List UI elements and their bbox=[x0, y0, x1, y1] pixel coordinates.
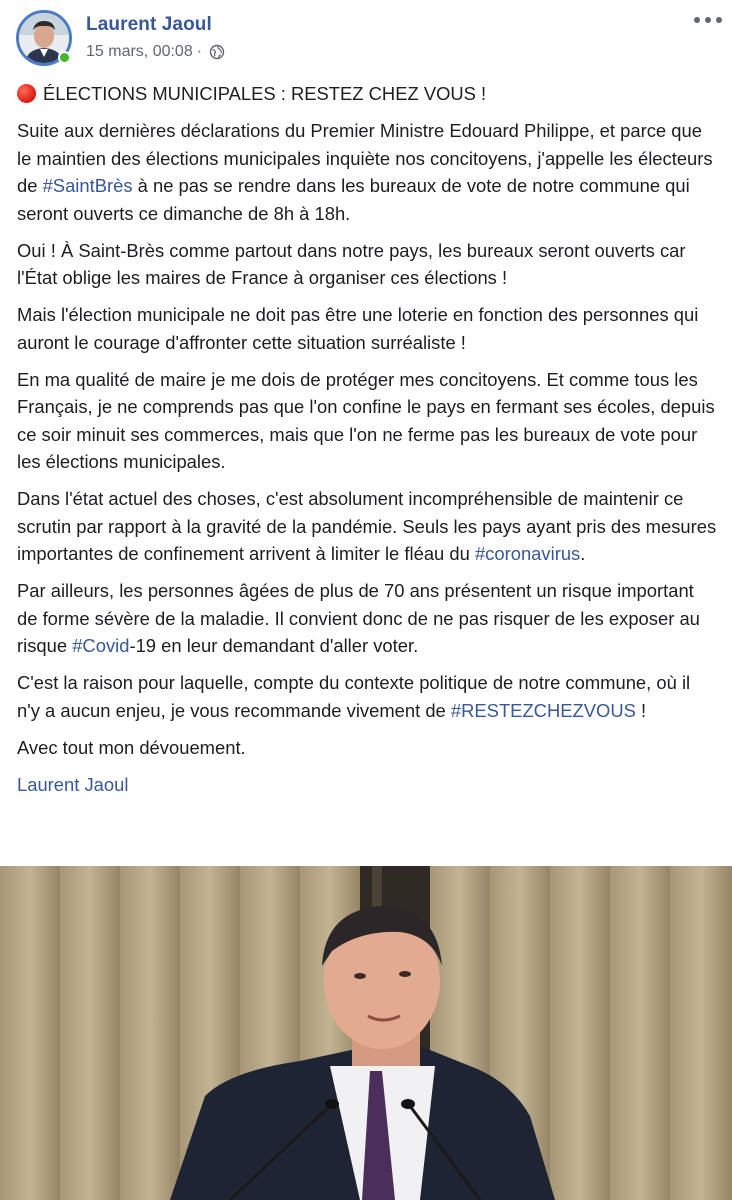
paragraph-text: Suite aux dernières déclarations du Premier Ministre Edouard Philippe, et parce que le maintien des élections municipales inquiète nos concitoyens, j'appelle les électeurs de bbox=[17, 120, 713, 196]
globe-icon[interactable] bbox=[209, 44, 225, 60]
post-headline bbox=[17, 80, 717, 108]
paragraph-8: Avec tout mon dévouement. bbox=[17, 736, 246, 758]
paragraph-2: Oui ! À Saint-Brès comme partout dans notre pays, les bureaux seront ouverts car l'État oblige les maires de France à organiser ces élections ! bbox=[17, 239, 686, 288]
paragraph-text: -19 en leur demandant d'aller voter. bbox=[129, 635, 419, 656]
paragraph-text: ! bbox=[635, 699, 647, 721]
post-photo[interactable] bbox=[0, 866, 732, 1200]
paragraph-6 bbox=[17, 577, 717, 660]
post-meta bbox=[86, 43, 225, 61]
paragraph-1 bbox=[17, 117, 717, 227]
paragraph-7 bbox=[17, 669, 717, 724]
paragraph-text: C'est la raison pour laquelle, compte du contexte politique de notre commune, où il n'y a aucun enjeu, je vous recommande vivement de bbox=[17, 672, 691, 721]
paragraph-text: Par ailleurs, les personnes âgées de plus de 70 ans présentent un risque important de forme sévère de la maladie. Il convient donc de ne pas risquer de les exposer au risque bbox=[17, 580, 700, 656]
online-status-dot bbox=[58, 51, 71, 64]
paragraph-4: En ma qualité de maire je me dois de protéger mes concitoyens. Et comme tous les Français, je ne comprends pas que l'on confine le pays en fermant ses écoles, depuis ce soir minuit ses commerces, mais que l'on ne ferme pas les bureaux de vote pour les élections municipales. bbox=[17, 368, 715, 472]
post-header bbox=[0, 0, 732, 72]
hashtag-link[interactable]: #SaintBrès bbox=[42, 175, 133, 196]
paragraph-3: Mais l'élection municipale ne doit pas être une loterie en fonction des personnes qui auront le courage d'affronter cette situation surréaliste ! bbox=[17, 304, 699, 353]
paragraph-text: Dans l'état actuel des choses, c'est absolument incompréhensible de maintenir ce scrutin par rapport à la gravité de la pandémie. Seuls les pays ayant pris des mesures importantes de confinement arrivent à limiter le fléau du bbox=[17, 488, 717, 564]
paragraph-text: . bbox=[580, 543, 586, 564]
red-circle-icon bbox=[17, 84, 36, 103]
post-body bbox=[17, 80, 717, 808]
headline-text: ÉLECTIONS MUNICIPALES : RESTEZ CHEZ VOUS ! bbox=[43, 83, 487, 104]
paragraph-5 bbox=[17, 485, 717, 568]
more-options-icon[interactable] bbox=[694, 10, 722, 30]
post-timestamp[interactable]: 15 mars, 00:08 bbox=[86, 43, 193, 60]
hashtag-link[interactable]: #RESTEZCHEZVOUS bbox=[450, 699, 636, 721]
hashtag-link[interactable]: #coronavirus bbox=[474, 543, 581, 564]
paragraph-text: à ne pas se rendre dans les bureaux de vote de notre commune qui seront ouverts ce dimanche de 8h à 18h. bbox=[17, 175, 690, 224]
hashtag-link[interactable]: #Covid bbox=[72, 635, 130, 656]
author-name[interactable]: Laurent Jaoul bbox=[86, 14, 212, 35]
author-avatar[interactable] bbox=[16, 10, 72, 66]
meta-separator: · bbox=[196, 43, 203, 60]
signature-link[interactable]: Laurent Jaoul bbox=[17, 773, 129, 795]
